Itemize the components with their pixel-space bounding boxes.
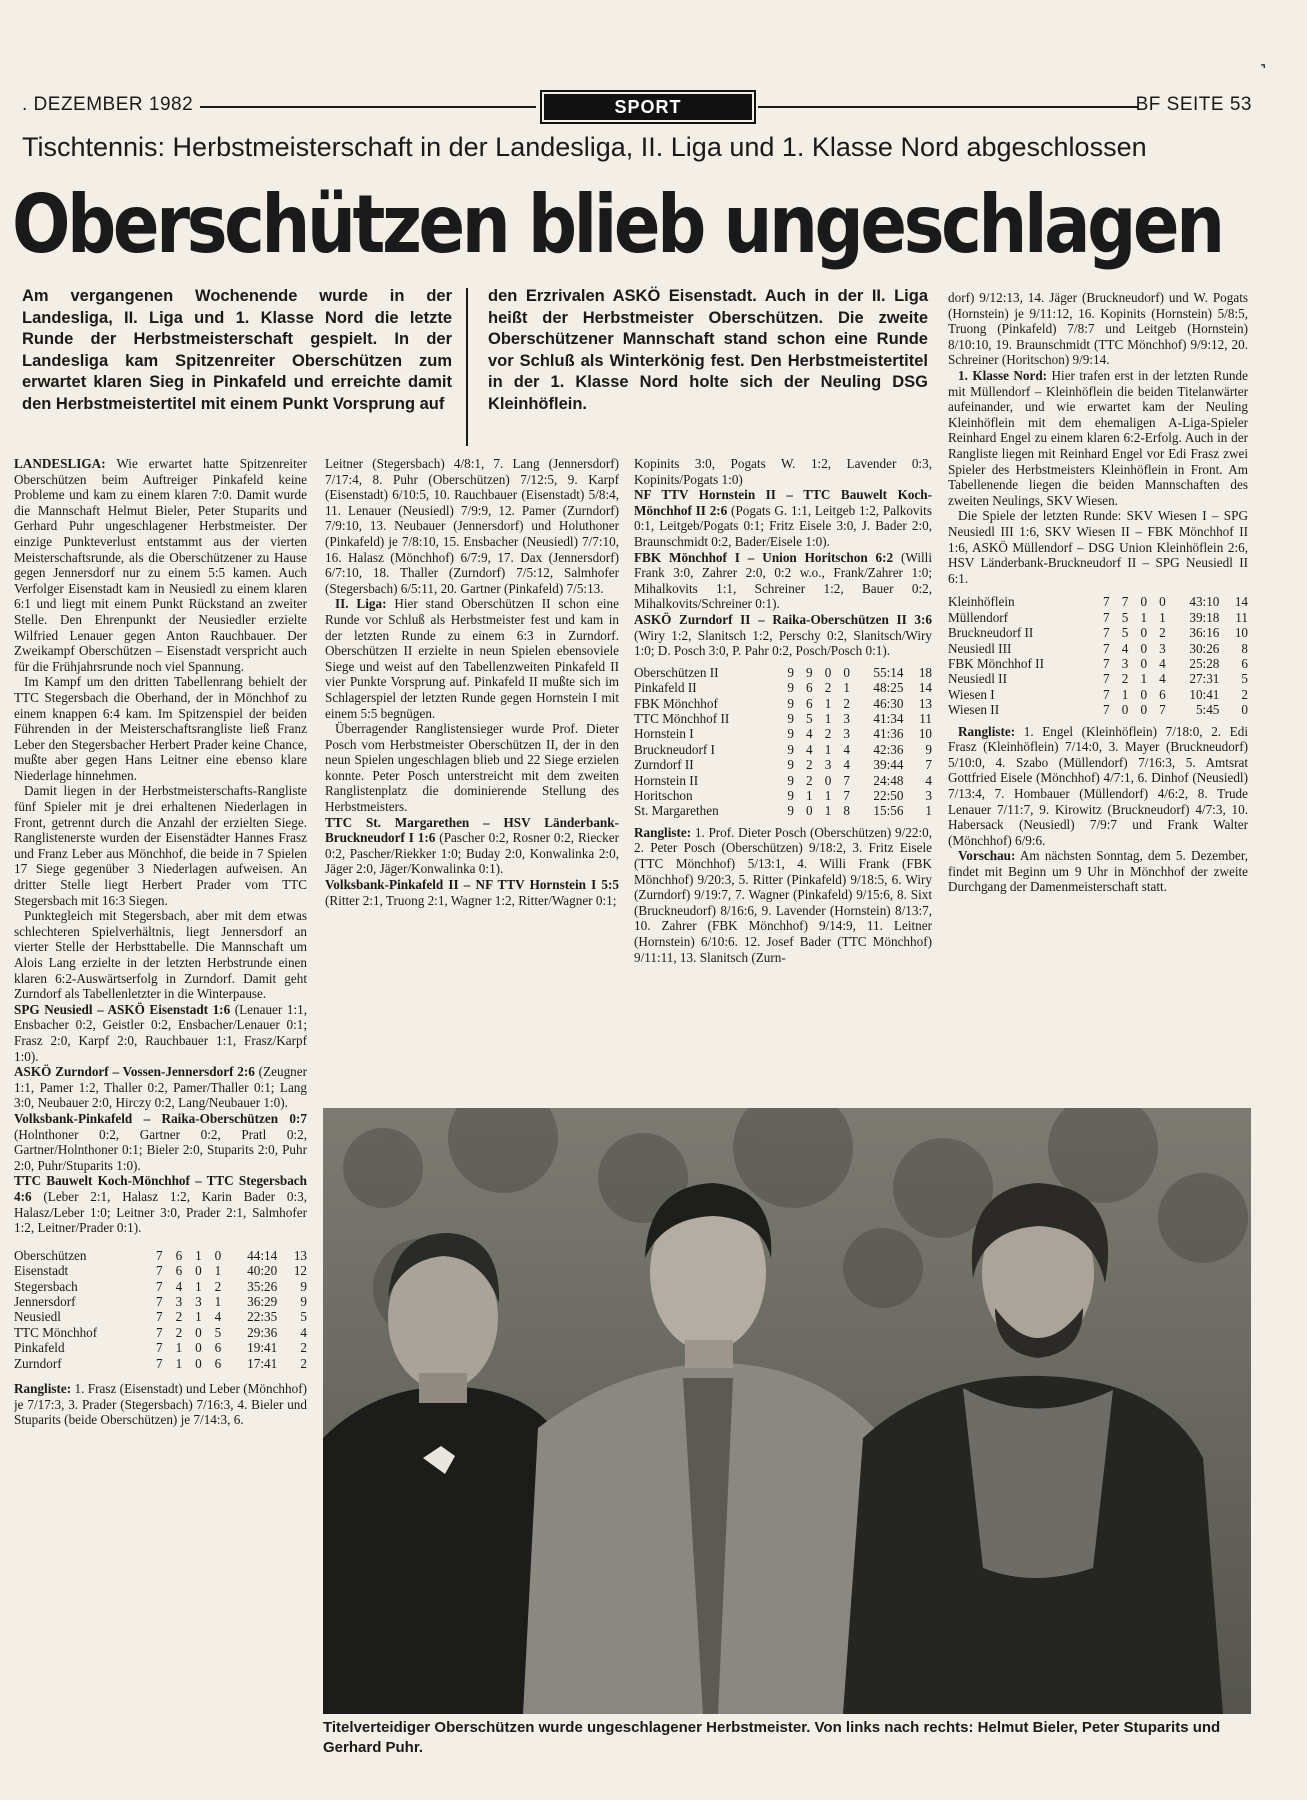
table-cell: 7 (1102, 702, 1110, 718)
team-name: FBK Mönchhof II (948, 655, 1044, 671)
table-cell: 9 (787, 803, 794, 819)
team-name: Jennersdorf (14, 1293, 76, 1309)
table-row (14, 1325, 307, 1340)
table-cell: 9 (787, 664, 794, 680)
team-name: Hornstein I (634, 726, 694, 742)
table-cell: 7 (1102, 655, 1110, 671)
paragraph: dorf) 9/12:13, 14. Jäger (Bruckneudorf) und W. Pogats (Hornstein) je 9/11:12, 16. Kopinits (Hornstein) 5/8:5, Truong (Pinkafeld) 7/8:7 und Leitgeb (Hornstein) 8/10:10, 19. Braunschmidt (TTC Mönchhof) 9/9:12, 20. Schreiner (Horitschon) 9/9:14. (948, 290, 1248, 368)
article-col-2 (325, 456, 619, 1096)
table-cell: 22:50 (873, 787, 904, 803)
match-result (634, 612, 932, 659)
table-cell: 9 (806, 664, 813, 680)
table-cell: 1 (806, 787, 813, 803)
table-cell: 1 (195, 1309, 202, 1325)
table-cell: 7 (1102, 594, 1110, 610)
table-cell: 5 (1121, 625, 1129, 641)
match-detail: (Lenauer 1:1, Ensbacher 0:2, Geistler 0:2, Ensbacher/Lenauer 0:1; Frasz 2:0, Karpf 2:0, Rauchbauer 1:1, Frasz/Karpf 1:0). (14, 1001, 307, 1064)
team-name: Neusiedl (14, 1309, 61, 1325)
table-cell: 3 (843, 710, 850, 726)
team-name: Pinkafeld II (634, 680, 697, 696)
team-name: St. Margarethen (634, 803, 719, 819)
vorschau-label: Vorschau: (958, 848, 1016, 864)
table-cell: 44:14 (247, 1247, 278, 1263)
match-result (634, 550, 932, 612)
table-cell: 1 (214, 1293, 222, 1309)
page-number: BF SEITE 53 (1135, 94, 1252, 115)
table-cell: 1 (1159, 609, 1166, 625)
table-cell: 1 (1140, 671, 1148, 687)
match-result (14, 1111, 307, 1173)
team-name: Horitschon (634, 787, 693, 803)
klasse-nord-text: Hier trafen erst in der letzten Runde mit Müllendorf – Kleinhöflein die beiden Titelanwärter aufeinander, und wie erwartet kam der Neuling Kleinhöflein mit dem ehemaligen A-Liga-Spieler Reinhard Engel zu einem klaren 6:2-Erfolg. Auch in der Rangliste liegen mit Reinhard Engel vor Edi Frasz zwei Spieler des Herbstmeisters Kleinhöflein in Front. Am Tabellenende liegen die beiden Mannschaften des zweiten Neulings, SKV Wiesen. (948, 367, 1248, 508)
header-rule-left (200, 106, 536, 108)
team-name: Eisenstadt (14, 1263, 69, 1279)
rangliste-label: Rangliste: (14, 1380, 72, 1396)
team-name: Wiesen II (948, 702, 1000, 718)
table-row (634, 696, 932, 711)
team-photo (323, 1108, 1251, 1714)
table-row (14, 1309, 307, 1324)
table-cell: 9 (300, 1278, 307, 1294)
table-cell: 0 (1140, 625, 1148, 641)
match-label: ASKÖ Zurndorf II – Raika-Oberschützen II 3:6 (634, 611, 932, 627)
table-cell: 11 (1235, 609, 1248, 625)
table-cell: 7 (156, 1247, 163, 1263)
table-row (948, 610, 1248, 625)
table-row (634, 711, 932, 726)
table-cell: 5 (1241, 671, 1248, 687)
table-cell: 10 (918, 726, 932, 742)
liga2-text: Hier stand Oberschützen II schon eine Runde vor Schluß als Herbstmeister fest und kam in der letzten Runde zu einem 6:3 in Zurndorf. Oberschützen II erzielte in neun Spielen ebensoviele Siege und weist auf den Tabellenzweiten Pinkafeld II vier Punkte Vorsprung auf. Pinkafeld II mußte sich im Schlagerspiel der letzten Runde gegen Hornstein I mit einem 5:5 begnügen. (325, 596, 619, 721)
table-row (14, 1248, 307, 1263)
table-cell: 43:10 (1189, 594, 1220, 610)
team-name: Pinkafeld (14, 1340, 65, 1356)
table-cell: 1 (843, 680, 850, 696)
table-cell: 36:16 (1189, 625, 1220, 641)
match-label: NF TTV Hornstein II – TTC Bauwelt Koch-Mönchhof II 2:6 (634, 487, 932, 518)
table-cell: 0 (1241, 702, 1248, 718)
table-cell: 48:25 (873, 680, 904, 696)
table-cell: 7 (1102, 625, 1110, 641)
table-cell: 3 (843, 726, 850, 742)
table-cell: 1 (925, 803, 932, 819)
table-cell: 1 (824, 710, 832, 726)
table-row (948, 625, 1248, 640)
table-cell: 7 (843, 787, 850, 803)
table-cell: 4 (214, 1309, 222, 1325)
table-cell: 7 (1102, 640, 1110, 656)
table-cell: 9 (787, 741, 794, 757)
page-corner-mark: ˺ (1259, 60, 1267, 86)
article-col-4 (948, 290, 1248, 1096)
table-cell: 17:41 (247, 1355, 278, 1371)
table-cell: 40:20 (247, 1263, 278, 1279)
rangliste-text: 1. Prof. Dieter Posch (Oberschützen) 9/22:0, 2. Peter Posch (Oberschützen) 9/18:2, 3. Fritz Eisele (TTC Mönchhof) 5/13:1, 4. Willi Frank (FBK Mönchhof) 9/20:3, 5. Ritter (Pinkafeld) 9/18:5, 6. Wiry (Zurndorf) 9/19:7, 7. Wagner (Pinkafeld) 9/15:6, 8. Sixt (Bruckneudorf) 8/16:6, 9. Lavender (Hornstein) 8/13:7, 10. Zahrer (FBK Mönchhof) 9/14:9, 11. Leitner (Hornstein) 6/10:6. 12. Josef Bader (TTC Mönchhof) 9/11:11, 13. Slanitsch (Zurn- (634, 824, 932, 965)
table-cell: 4 (843, 741, 850, 757)
team-name: Bruckneudorf II (948, 625, 1034, 641)
table-cell: 0 (214, 1247, 222, 1263)
table-cell: 36:29 (247, 1293, 278, 1309)
table-cell: 3 (824, 757, 832, 773)
table-cell: 1 (824, 741, 832, 757)
table-cell: 14 (1234, 594, 1248, 610)
table-cell: 8 (1241, 640, 1248, 656)
header-rule-right (758, 106, 1138, 108)
table-cell: 9 (787, 710, 794, 726)
match-detail: (Willi Frank 3:0, Zahrer 2:0, 0:2 w.o., Frank/Zahrer 1:0; Mihalkovits 1:1, Schreiner 1:2, Bauer 0:2, Mihalkovits/Schreiner 0:1). (634, 549, 932, 612)
table-cell: 29:36 (247, 1324, 278, 1340)
issue-date: . DEZEMBER 1982 (22, 94, 194, 115)
table-cell: 4 (175, 1278, 183, 1294)
table-cell: 0 (806, 803, 813, 819)
table-cell: 11 (919, 710, 932, 726)
table-cell: 3 (175, 1293, 183, 1309)
table-row (634, 788, 932, 803)
vorschau-text: Am nächsten Sonntag, dem 5. Dezember, findet mit Beginn um 9 Uhr in Mönchhof der zweite Durchgang der Damenmeisterschaft statt. (948, 848, 1248, 895)
match-label: TTC St. Margarethen – HSV Länderbank-Bruckneudorf I 1:6 (325, 814, 619, 846)
table-cell: 9 (787, 680, 794, 696)
table-cell: 2 (824, 680, 832, 696)
klasse-nord-paragraph (948, 368, 1248, 508)
table-cell: 27:31 (1189, 671, 1220, 687)
table-cell: 2 (843, 695, 850, 711)
match-detail: (Leber 2:1, Halasz 1:2, Karin Bader 0:3, Halasz/Leber 1:0; Leitner 3:0, Prader 2:1, Salmhofer 1:2, Leitner/Prader 0:1). (14, 1188, 307, 1236)
table-cell: 6 (806, 680, 813, 696)
table-cell: 9 (787, 787, 794, 803)
table-cell: 2 (214, 1278, 222, 1294)
lead-col-2 (488, 286, 928, 415)
page-header (22, 90, 1252, 126)
team-name: Neusiedl II (948, 671, 1007, 687)
table-cell: 0 (824, 772, 832, 788)
table-cell: 30:26 (1189, 640, 1220, 656)
table-cell: 4 (1159, 671, 1166, 687)
table-cell: 1 (1121, 686, 1129, 702)
match-result (325, 815, 619, 877)
table-cell: 14 (918, 680, 932, 696)
match-detail: (Pogats G. 1:1, Leitgeb 1:2, Palkovits 0:1, Leitgeb/Pogats 0:1; Fritz Eisele 3:0, J. Bader 2:0, Braunschmidt 0:2, Bader/Eisele 1:0). (634, 502, 932, 549)
table-cell: 3 (195, 1293, 202, 1309)
section-label: SPORT (540, 90, 756, 124)
paragraph: Überragender Ranglistensieger wurde Prof. Dieter Posch vom Herbstmeister Oberschützen II, der in den neun Spielen ungeschlagen blieb und 22 Siege erzielen konnte. Peter Posch unterstreicht mit dem zweiten Ranglistenplatz die dominierende Stellung des Herbstmeisters. (325, 721, 619, 815)
table-row (948, 671, 1248, 686)
table-cell: 3 (925, 787, 932, 803)
match-label: SPG Neusiedl – ASKÖ Eisenstadt 1:6 (14, 1001, 231, 1017)
match-detail: (Pascher 0:2, Rosner 0:2, Riecker 0:2, Pascher/Riekker 1:0; Buday 2:0, Konwalinka 2:0, Jäger 2:0, Jäger/Konwalinka 0:1). (325, 830, 619, 877)
table-row (948, 687, 1248, 702)
table-cell: 2 (300, 1355, 307, 1371)
table-cell: 2 (806, 757, 813, 773)
table-cell: 8 (843, 803, 850, 819)
table-cell: 2 (824, 726, 832, 742)
table-cell: 12 (293, 1263, 307, 1279)
table-cell: 35:26 (247, 1278, 278, 1294)
table-cell: 7 (843, 772, 850, 788)
table-cell: 13 (293, 1247, 307, 1263)
table-cell: 9 (300, 1293, 307, 1309)
table-row (634, 757, 932, 772)
match-result (14, 1002, 307, 1064)
lead-col-1 (22, 286, 452, 415)
table-cell: 41:36 (873, 726, 904, 742)
table-cell: 4 (843, 757, 850, 773)
match-label: FBK Mönchhof I – Union Horitschon 6:2 (634, 549, 894, 565)
table-row (634, 665, 932, 680)
table-cell: 6 (806, 695, 813, 711)
team-name: Zurndorf (14, 1355, 62, 1371)
table-cell: 0 (1140, 686, 1148, 702)
table-cell: 2 (1241, 686, 1248, 702)
team-name: TTC Mönchhof II (634, 710, 730, 726)
table-cell: 6 (175, 1263, 183, 1279)
rangliste-paragraph (634, 825, 932, 965)
paragraph: Damit liegen in der Herbstmeisterschafts-Rangliste fünf Spieler mit je drei erhaltenen Niederlagen in Front, getrennt durch die Anzahl der erzielten Siege. Ranglistenerste wurden der Eisenstädter Hannes Frasz und Franz Leber aus Mönchhof, die beide in 7 Spielen 17 Siege gegenüber 3 Niederlagen aufweisen. An dritter Stelle liegt Herbert Prader vom TTC Stegersbach mit 16:3 Siegen. (14, 783, 307, 908)
table-cell: 6 (1241, 655, 1248, 671)
table-cell: 0 (1121, 702, 1129, 718)
team-name: TTC Mönchhof (14, 1324, 98, 1340)
table-cell: 2 (300, 1340, 307, 1356)
table-row (14, 1279, 307, 1294)
table-cell: 10:41 (1189, 686, 1220, 702)
table-cell: 4 (300, 1324, 307, 1340)
article-col-3 (634, 456, 932, 1096)
match-detail: (Zeugner 1:1, Pamer 1:2, Thaller 0:2, Pamer/Thaller 0:1; Lang 3:0, Neubauer 2:0, Hirczy 0:2, Lang/Neubauer 1:0). (14, 1064, 307, 1111)
table-row (634, 680, 932, 695)
table-cell: 5 (214, 1324, 222, 1340)
photo-caption: Titelverteidiger Oberschützen wurde ungeschlagener Herbstmeister. Von links nach rechts: Helmut Bieler, Peter Stuparits und Gerhard Puhr. (323, 1719, 1221, 1756)
table-cell: 19:41 (247, 1340, 278, 1356)
table-row (634, 773, 932, 788)
table-cell: 6 (175, 1247, 183, 1263)
table-cell: 0 (1140, 640, 1148, 656)
standings-table-klasse-nord (948, 594, 1248, 717)
table-cell: 0 (824, 664, 832, 680)
table-cell: 13 (918, 695, 932, 711)
table-cell: 7 (1102, 671, 1110, 687)
table-row (948, 594, 1248, 609)
team-photo-illustration (323, 1108, 1251, 1714)
match-result (325, 877, 619, 908)
table-cell: 5 (300, 1309, 307, 1325)
table-cell: 1 (824, 787, 832, 803)
liga2-paragraph (325, 596, 619, 721)
table-cell: 2 (175, 1324, 183, 1340)
table-row (948, 641, 1248, 656)
table-row (634, 803, 932, 818)
table-cell: 0 (195, 1355, 202, 1371)
table-cell: 15:56 (873, 803, 904, 819)
rangliste-label: Rangliste: (958, 723, 1016, 739)
table-cell: 3 (1159, 640, 1166, 656)
rangliste-paragraph (14, 1381, 307, 1428)
rangliste-label: Rangliste: (634, 824, 692, 840)
article-col-1 (14, 456, 307, 1756)
table-cell: 7 (156, 1340, 163, 1356)
table-cell: 39:18 (1189, 609, 1220, 625)
table-cell: 10 (1234, 625, 1248, 641)
standings-table-liga2 (634, 665, 932, 819)
table-cell: 0 (195, 1340, 202, 1356)
table-row (14, 1340, 307, 1355)
paragraph: Kopinits 3:0, Pogats W. 1:2, Lavender 0:3, Kopinits/Pogats 1:0) (634, 456, 932, 487)
lead-divider (466, 288, 468, 446)
team-name: Wiesen I (948, 686, 995, 702)
table-cell: 7 (1102, 609, 1110, 625)
match-label: ASKÖ Zurndorf – Vossen-Jennersdorf 2:6 (14, 1064, 255, 1080)
vorschau-paragraph (948, 848, 1248, 895)
table-cell: 39:44 (873, 757, 904, 773)
kicker: Tischtennis: Herbstmeisterschaft in der Landesliga, II. Liga und 1. Klasse Nord abgeschlossen (22, 132, 1147, 162)
table-cell: 7 (156, 1278, 163, 1294)
table-cell: 6 (1159, 686, 1166, 702)
table-row (14, 1294, 307, 1309)
paragraph: Die Spiele der letzten Runde: SKV Wiesen I – SPG Neusiedl III 1:6, SKV Wiesen II – FBK Mönchhof II 1:6, ASKÖ Müllendorf – DSG Union Kleinhöflein 2:6, HSV Länderbank-Bruckneudorf II – SPG Neusiedl II 6:1. (948, 508, 1248, 586)
table-cell: 7 (156, 1324, 163, 1340)
table-row (634, 726, 932, 741)
table-cell: 9 (787, 695, 794, 711)
table-cell: 42:36 (873, 741, 904, 757)
table-cell: 18 (918, 664, 932, 680)
table-cell: 6 (214, 1340, 222, 1356)
table-cell: 7 (156, 1263, 163, 1279)
table-cell: 0 (195, 1263, 202, 1279)
table-cell: 41:34 (873, 710, 904, 726)
table-cell: 7 (1159, 702, 1166, 718)
table-row (634, 742, 932, 757)
team-name: Oberschützen II (634, 664, 719, 680)
table-row (948, 702, 1248, 717)
paragraph: Im Kampf um den dritten Tabellenrang behielt der TTC Stegersbach die Oberhand, der in Mönchhof zu einem knappen 6:4 kam. Im Spitzenspiel der beiden Führenden in der Meisterschaftsrangliste ließ Franz Leber den Stegersbacher Herbert Prader keine Chance, mußte aber gegen Hans Leitner eine ebenso klare Niederlage hinnehmen. (14, 674, 307, 783)
table-cell: 7 (156, 1309, 163, 1325)
klasse-nord-label: 1. Klasse Nord: (958, 367, 1048, 383)
table-cell: 1 (175, 1340, 183, 1356)
table-cell: 9 (787, 757, 794, 773)
match-result (634, 487, 932, 549)
landesliga-text: Wie erwartet hatte Spitzenreiter Oberschützen beim Auftreiger Pinkafeld keine Probleme und kam zu einem klaren 7:0. Damit wurde die Mannschaft Helmut Bieler, Peter Stuparits und Gerhard Puhr ungeschlagener Herbstmeister. Der einzige Punkteverlust entstammt aus der vierten Meisterschaftsrunde, als die Oberschützener zu Hause gegen Jennersdorf nur zu einem 5:5 kamen. Auch Verfolger Eisenstadt kam in Neusiedl zu einem klaren 6:1 und liegt mit einem Punkt Rückstand an zweiter Stelle. Den Ehrenpunkt der Neusiedler erzielte Wilfried Lenauer gegen Anton Rauchbauer. Der Zweikampf Oberschützen – Eisenstadt verspricht auch für die Frühjahrsrunde noch viel Spannung. (14, 456, 307, 674)
table-cell: 2 (1159, 625, 1166, 641)
table-cell: 4 (925, 772, 932, 788)
match-label: Volksbank-Pinkafeld II – NF TTV Hornstein I 5:5 (325, 877, 619, 893)
liga2-label: II. Liga: (335, 596, 387, 612)
team-name: Zurndorf II (634, 757, 694, 773)
table-cell: 46:30 (873, 695, 904, 711)
rangliste-text: 1. Engel (Kleinhöflein) 7/18:0, 2. Edi Frasz (Kleinhöflein) 7/14:0, 3. Mayer (Bruckneudorf) 5/10:0, 4. Szabo (Müllendorf) 7/16:3, 5. Amtsrat Gottfried Eisele (Mönchhof) 4/7:1, 6. Dinhof (Neusiedl) 7/13:4, 7. Hombauer (Müllendorf) 4/6:2, 8. Trude Lenauer 7/11:7, 9. Kirowitz (Bruckneudorf) 4/7:3, 10. Habersack (Neusiedl) 7/9:7 und Frank Walter (Mönchhof) 6/9:6. (948, 723, 1248, 848)
table-cell: 0 (1140, 702, 1148, 718)
match-result (14, 1173, 307, 1235)
table-cell: 9 (787, 726, 794, 742)
table-cell: 7 (925, 757, 932, 773)
rangliste-text: 1. Frasz (Eisenstadt) und Leber (Mönchhof) je 7/17:3, 3. Prader (Stegersbach) 7/16:3, 4. Bieler und Stuparits (beide Oberschützen) je 7/14:3, 6. (14, 1380, 307, 1428)
team-name: Neusiedl III (948, 640, 1012, 656)
lead-text-1: Am vergangenen Wochenende wurde in der Landesliga, II. Liga und 1. Klasse Nord die letzte Runde der Herbstmeisterschaft gespielt. In der Landesliga kam Spitzenreiter Oberschützen zum erwartet klaren Sieg in Pinkafeld und erreichte damit den Herbstmeistertitel mit einem Punkt Vorsprung auf (22, 287, 452, 413)
table-cell: 4 (1121, 640, 1129, 656)
match-label: Volksbank-Pinkafeld – Raika-Oberschützen 0:7 (14, 1110, 307, 1126)
landesliga-paragraph (14, 456, 307, 674)
match-result (14, 1064, 307, 1111)
table-cell: 0 (843, 664, 850, 680)
rangliste-paragraph (948, 724, 1248, 849)
table-cell: 24:48 (873, 772, 904, 788)
team-name: Kleinhöflein (948, 594, 1015, 610)
team-name: Stegersbach (14, 1278, 78, 1294)
table-cell: 0 (1140, 594, 1148, 610)
team-name: Müllendorf (948, 609, 1009, 625)
match-label: TTC Bauwelt Koch-Mönchhof – TTC Stegersbach 4:6 (14, 1173, 307, 1204)
table-cell: 7 (1102, 686, 1110, 702)
table-cell: 22:35 (247, 1309, 278, 1325)
table-cell: 0 (195, 1324, 202, 1340)
lead-text-2: den Erzrivalen ASKÖ Eisenstadt. Auch in der II. Liga heißt der Herbstmeister Oberschützen. Die zweite Oberschützener Mannschaft stand schon eine Runde vor Schluß als Winterkönig fest. Den Herbstmeistertitel in der 1. Klasse Nord holte sich der Neuling DSG Kleinhöflein. (488, 287, 928, 413)
table-cell: 1 (195, 1247, 202, 1263)
table-row (14, 1263, 307, 1278)
match-detail: (Wiry 1:2, Slanitsch 1:2, Perschy 0:2, Slanitsch/Wiry 1:0; D. Posch 3:0, P. Pahr 0:2, Posch/Posch 0:1). (634, 627, 932, 659)
table-cell: 3 (1121, 655, 1129, 671)
landesliga-label: LANDESLIGA: (14, 456, 106, 471)
table-cell: 7 (156, 1293, 163, 1309)
team-name: FBK Mönchhof (634, 695, 718, 711)
team-name: Oberschützen (14, 1247, 87, 1263)
table-cell: 1 (214, 1263, 222, 1279)
table-cell: 2 (175, 1309, 183, 1325)
table-cell: 7 (156, 1355, 163, 1371)
table-cell: 1 (195, 1278, 202, 1294)
table-cell: 2 (1121, 671, 1129, 687)
table-cell: 5:45 (1195, 702, 1220, 718)
table-row (14, 1356, 307, 1371)
match-detail: (Holnthoner 0:2, Gartner 0:2, Pratl 0:2, Gartner/Holnthoner 0:1; Bieler 2:0, Stuparits 2:0, Puhr 2:0, Puhr/Stuparits 1:0). (14, 1126, 307, 1173)
paragraph: Punktegleich mit Stegersbach, aber mit dem etwas schlechteren Spielverhältnis, liegt Jennersdorf an vierter Stelle der Herbsttabelle. Die Mannschaft um Alois Lang erzielte in der letzten Herbstrunde einen klaren 6:2-Auswärtserfolg in Zurndorf. Damit geht Zurndorf als Tabellenletzter in die Winterpause. (14, 908, 307, 1002)
table-cell: 4 (806, 726, 813, 742)
table-cell: 9 (787, 772, 794, 788)
table-cell: 9 (925, 741, 932, 757)
table-cell: 0 (1159, 594, 1166, 610)
table-cell: 5 (1121, 609, 1129, 625)
table-cell: 5 (806, 710, 813, 726)
table-cell: 1 (824, 803, 832, 819)
table-cell: 7 (1121, 594, 1129, 610)
table-cell: 1 (175, 1355, 183, 1371)
team-name: Hornstein II (634, 772, 699, 788)
table-cell: 2 (806, 772, 813, 788)
table-cell: 55:14 (873, 664, 904, 680)
table-cell: 25:28 (1189, 655, 1220, 671)
headline: Oberschützen blieb ungeschlagen (12, 178, 1222, 271)
table-cell: 6 (214, 1355, 222, 1371)
table-row (948, 656, 1248, 671)
paragraph: Leitner (Stegersbach) 4/8:1, 7. Lang (Jennersdorf) 7/17:4, 8. Puhr (Oberschützen) 7/12:5, 9. Karpf (Eisenstadt) 6/10:5, 10. Rauchbauer (Eisenstadt) 5/8:4, 11. Lenauer (Neusiedl) 7/9:9, 12. Pamer (Zurndorf) 7/9:10, 13. Neubauer (Jennersdorf) und Holuthoner (Pinkafeld) je 7/8:10, 15. Ensbacher (Neusiedl) 7/7:10, 16. Halasz (Mönchhof) 6/7:9, 17. Dax (Jennersdorf) 6/7:10, 18. Thaller (Zurndorf) 7/5:12, Salmhofer (Stegersbach) 6/5:11, 20. Gartner (Pinkafeld) 7/5:13. (325, 456, 619, 596)
table-cell: 4 (1159, 655, 1166, 671)
standings-table-landesliga (14, 1248, 307, 1371)
table-cell: 1 (824, 695, 832, 711)
table-cell: 0 (1140, 655, 1148, 671)
table-cell: 1 (1140, 609, 1148, 625)
match-detail: (Ritter 2:1, Truong 2:1, Wagner 1:2, Ritter/Wagner 0:1; (325, 892, 617, 908)
table-cell: 4 (806, 741, 813, 757)
team-name: Bruckneudorf I (634, 741, 715, 757)
